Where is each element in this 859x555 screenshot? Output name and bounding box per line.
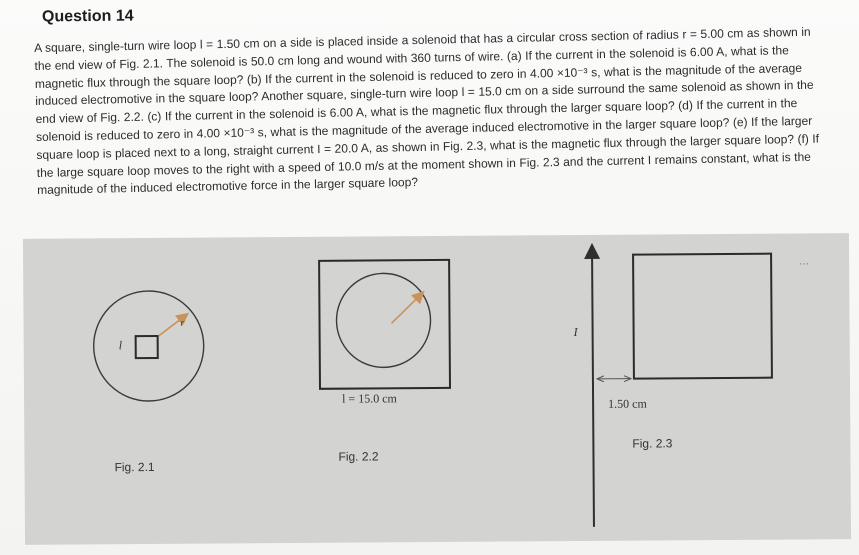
fig-2-1 (93, 291, 204, 402)
fig1-l-label: l (118, 338, 123, 353)
fig3-current-label: I (573, 325, 578, 340)
fig-2-3 (592, 246, 773, 527)
solenoid-circle-large (336, 273, 431, 368)
question-title: Question 14 (41, 7, 134, 26)
fig2-side-label: l = 15.0 cm (342, 391, 397, 406)
fig1-r-label: r (180, 317, 185, 329)
fig1-caption: Fig. 2.1 (114, 459, 155, 475)
straight-current-wire (592, 247, 594, 527)
square-loop-near-wire (633, 254, 772, 379)
fig3-caption: Fig. 2.3 (632, 436, 673, 451)
more-options-dots: ... (799, 253, 810, 268)
fig2-caption: Fig. 2.2 (338, 449, 379, 464)
small-square-loop (136, 336, 158, 358)
fig-2-2 (319, 260, 450, 389)
figure-panel (23, 233, 851, 545)
figures-svg (23, 233, 851, 545)
fig3-gap-label: 1.50 cm (608, 396, 647, 411)
solenoid-circle-small (93, 291, 204, 402)
radius-arrow-large (391, 293, 422, 323)
question-body: A square, single-turn wire loop l = 1.50 cm on a side is placed inside a solenoid that has a circular cross section of radius r = 5.00 cm as shown in the end view of Fig. 2.1. The solenoid is 50.0 cm long and wound with 360 turns of wire. (a) If the current in the solenoid is 6.00 A, what is the magnetic flux through the square loop? (b) If the current in the solenoid is reduced to zero in 4.00 ×10⁻³ s, what is the magnitude of the average induced electromotive in the square loop? Another square, single-turn wire loop l = 15.0 cm on a side surround the same solenoid as shown in the end view of Fig. 2.2. (c) If the current in the solenoid is 6.00 A, what is the magnetic flux through the larger square loop? (d) If the current in the solenoid is reduced to zero in 4.00 ×10⁻³ s, what is the magnitude of the average induced electromotive in the larger square loop? (e) If the larger square loop is placed next to a long, straight current I = 20.0 A, as shown in Fig. 2.3, what is the magnetic flux through the larger square loop? (f) If the large square loop moves to the right with a speed of 10.0 m/s at the moment shown in Fig. 2.3 and the current I remains constant, what is the magnitude of the induced electromotive force in the larger square loop? (34, 24, 820, 198)
